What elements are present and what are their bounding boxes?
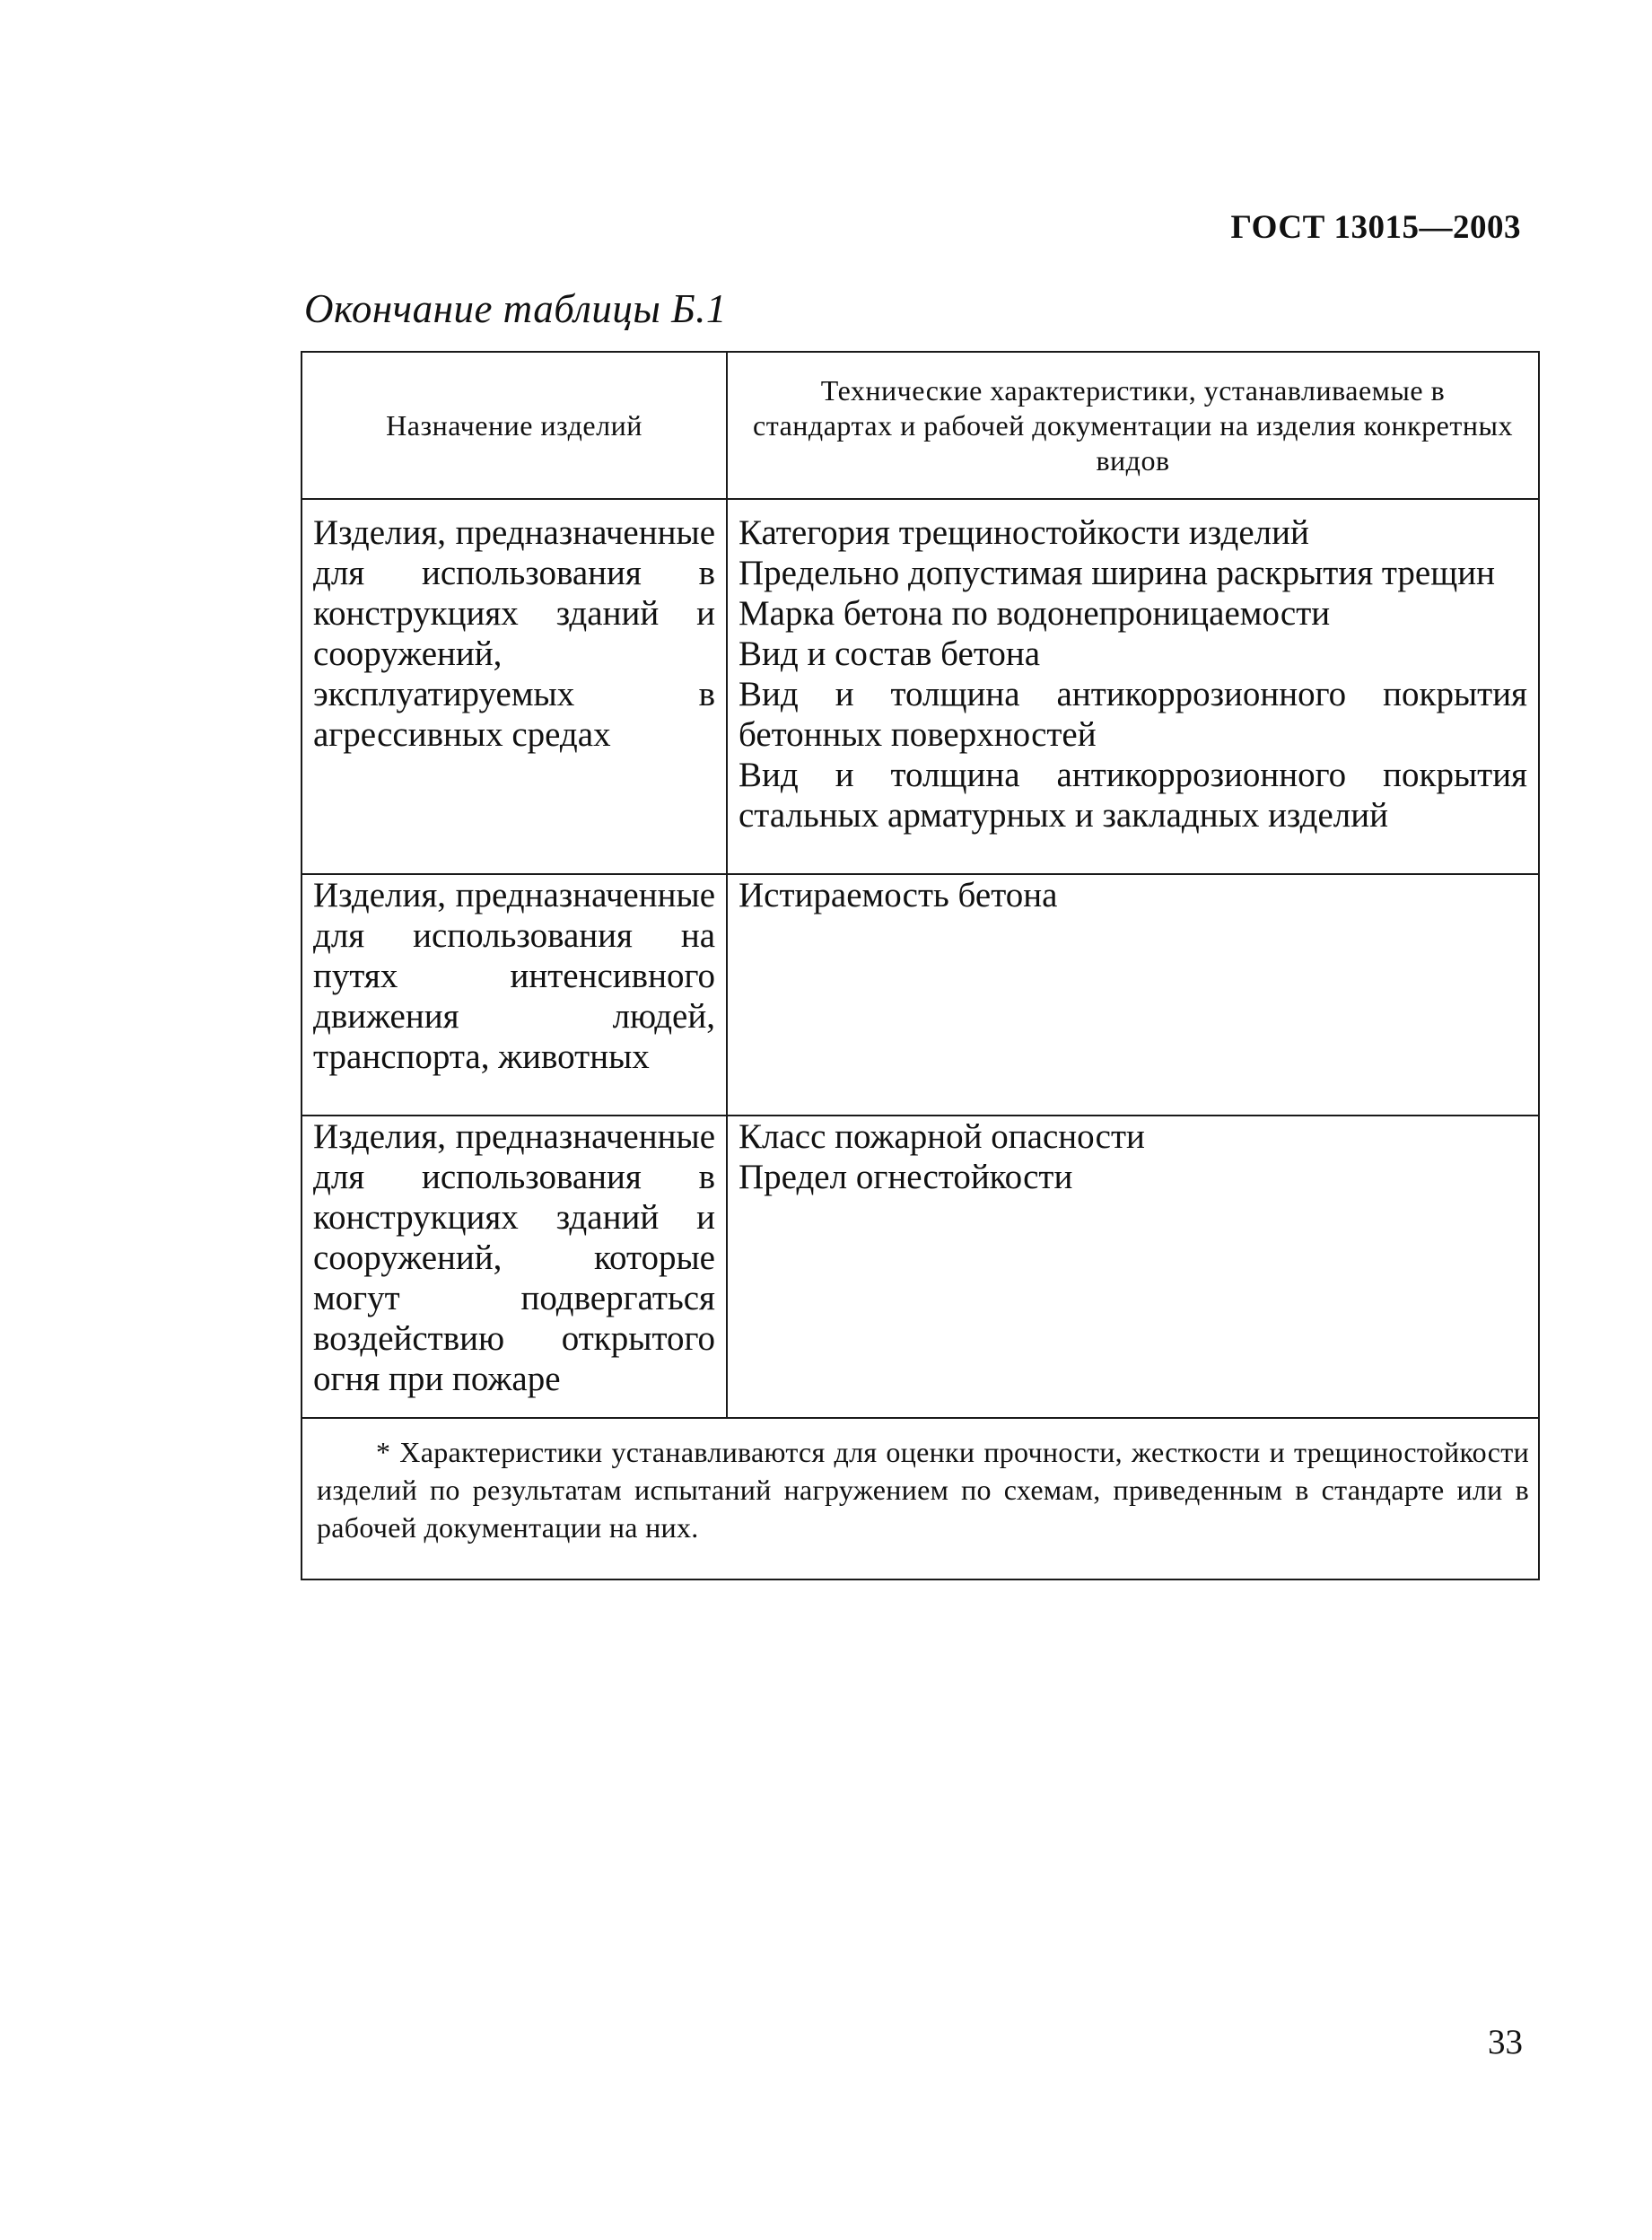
column-header-purpose: Назначение изделий [302,352,727,499]
page-number: 33 [1488,2023,1523,2061]
characteristic-item: Категория трещиностойкости изделий [739,513,1309,552]
characteristic-item: Предельно допустимая ширина раскрытия трещин [739,554,1496,592]
characteristics-cell [727,499,1539,874]
table-row [302,499,1539,874]
purpose-cell: Изделия, предназначенные для использования в конструкциях зданий и сооружений, эксплуатируемых в агрессивных средах [302,499,727,874]
characteristic-item: Истираемость бетона [739,876,1058,914]
table-row [302,874,1539,1116]
document-code: ГОСТ 13015—2003 [1230,209,1521,246]
purpose-cell: Изделия, предназначенные для использования в конструкциях зданий и сооружений, которые могут подвергаться воздействию открытого огня при пожаре [302,1116,727,1418]
characteristic-item: Марка бетона по водонепроницаемости [739,594,1331,633]
table-footnote: * Характеристики устанавливаются для оценки прочности, жесткости и трещиностойкости изделий по результатам испытаний нагружением по схемам, приведенным в стандарте или в рабочей документации на них. [302,1418,1539,1579]
table-header-row [302,352,1539,499]
characteristics-cell [727,874,1539,1116]
characteristics-cell [727,1116,1539,1418]
table-caption: Окончание таблицы Б.1 [304,286,727,331]
specification-table [301,351,1540,1580]
characteristic-item: Класс пожарной опасности [739,1117,1145,1156]
characteristic-item: Вид и состав бетона [739,634,1041,673]
characteristic-item: Вид и толщина антикоррозионного покрытия бетонных поверхностей [739,675,1527,754]
purpose-cell: Изделия, предназначенные для использования на путях интенсивного движения людей, транспорта, животных [302,874,727,1116]
column-header-characteristics: Технические характеристики, устанавливаемые в стандартах и рабочей документации на изделия конкретных видов [727,352,1539,499]
table-row [302,1116,1539,1418]
characteristic-item: Предел огнестойкости [739,1158,1073,1196]
footnote-row [302,1418,1539,1579]
characteristic-item: Вид и толщина антикоррозионного покрытия стальных арматурных и закладных изделий [739,756,1527,835]
